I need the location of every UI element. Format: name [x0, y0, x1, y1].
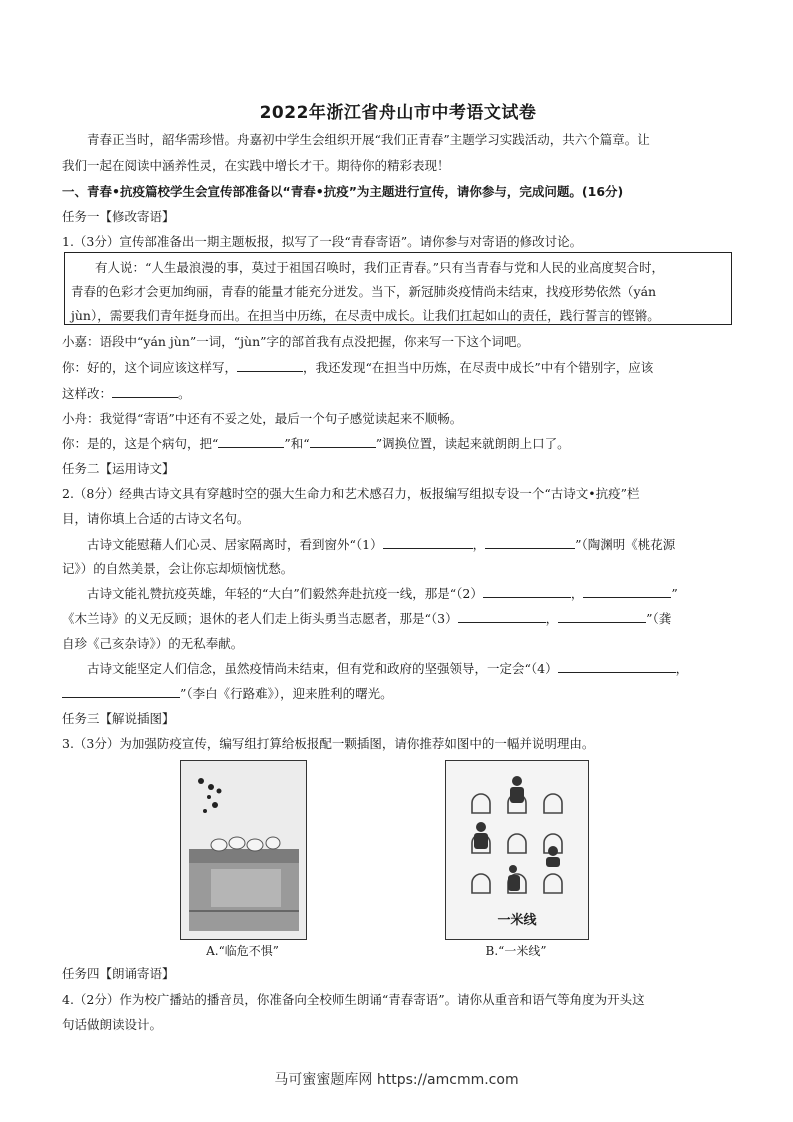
task2-heading: 任务二【运用诗文】 — [62, 461, 175, 476]
poem-blank-4a[interactable] — [558, 658, 676, 673]
question-2-line-2: 目，请你填上合适的古诗文名句。 — [62, 511, 250, 526]
dialogue-xiaojia: 小嘉：语段中“yán jùn”一词，“jùn”字的部首我有点没把握，你来写一下这个词吧。 — [62, 334, 530, 349]
poem-text: 古诗文能坚定人们信念，虽然疫情尚未结束，但有党和政府的坚强领导，一定会“（4） — [87, 661, 558, 676]
poem-paragraph-2-end: 自珍《己亥杂诗》）的无私奉献。 — [62, 636, 244, 651]
poem-blank-2b[interactable] — [583, 583, 671, 598]
poem-paragraph-3 — [62, 657, 734, 681]
figure-a-drawing — [181, 761, 306, 939]
poem-text: ， — [675, 661, 689, 676]
figure-b-label: 一米线 — [497, 913, 537, 928]
poem-text: ”（陶渊明《桃花源 — [575, 537, 676, 552]
poem-text: ” — [671, 586, 678, 601]
box-line-1: 有人说：“人生最浪漫的事，莫过于祖国召唤时，我们正青春。”只有当青春与党和人民的业高度契合时， — [95, 260, 665, 275]
poem-text: ”（龚 — [646, 611, 672, 626]
dialogue-text: 这样改： — [62, 386, 113, 401]
poem-blank-1a[interactable] — [383, 534, 473, 549]
dialogue-text: 你：是的，这是个病句，把“ — [62, 436, 219, 451]
intro-line-1: 青春正当时，韶华需珍惜。舟嘉初中学生会组织开展“我们正青春”主题学习实践活动，共六个篇章。让 — [87, 132, 650, 147]
poem-paragraph-1 — [62, 533, 734, 557]
figure-a-illustration — [180, 760, 307, 940]
poem-text: 古诗文能礼赞抗疫英雄，年轻的“大白”们毅然奔赴抗疫一线，那是“（2） — [87, 586, 483, 601]
poem-text: ， — [570, 586, 584, 601]
figure-b-illustration — [445, 760, 589, 940]
figure-a-caption: A.“临危不惧” — [206, 944, 279, 958]
poem-text: ， — [472, 537, 486, 552]
poem-blank-3a[interactable] — [458, 608, 546, 623]
dialogue-text: 你：好的，这个词应该这样写， — [62, 360, 238, 375]
poem-blank-2a[interactable] — [483, 583, 571, 598]
question-1: 1.（3分）宣传部准备出一期主题板报，拟写了一段“青春寄语”。请你参与对寄语的修改讨论。 — [62, 234, 583, 249]
poem-paragraph-2 — [62, 582, 734, 606]
poem-text: 古诗文能慰藉人们心灵、居家隔离时，看到窗外“（1） — [87, 537, 383, 552]
question-2-line-1: 2.（8分）经典古诗文具有穿越时空的强大生命力和艺术感召力，板报编写组拟专设一个“古诗文•抗疫”栏 — [62, 486, 640, 501]
poem-paragraph-3-cont — [62, 682, 734, 706]
dialogue-text: ”调换位置，读起来就朗朗上口了。 — [375, 436, 570, 451]
answer-blank-typo[interactable] — [112, 383, 178, 398]
task4-heading: 任务四【朗诵寄语】 — [62, 966, 175, 981]
dialogue-text: 。 — [178, 386, 191, 401]
box-line-3: jùn），需要我们青年挺身而出。在担当中历练，在尽责中成长。让我们扛起如山的责任，践行誓言的铿锵。 — [71, 308, 660, 323]
task1-heading: 任务一【修改寄语】 — [62, 209, 175, 224]
box-line-2: 青春的色彩才会更加绚丽，青春的能量才能充分迸发。当下，新冠肺炎疫情尚未结束，找疫形势依然（yán — [71, 284, 657, 299]
question-4-line-2: 句话做朗读设计。 — [62, 1017, 163, 1032]
dialogue-you-1 — [62, 356, 734, 380]
section-heading: 一、青春•抗疫篇校学生会宣传部准备以“青春•抗疫”为主题进行宣传，请你参与，完成问题。(16分) — [62, 184, 624, 199]
dialogue-text: ，我还发现“在担当中历炼，在尽责中成长”中有个错别字，应该 — [303, 360, 654, 375]
poem-text: ”（李白《行路难》），迎来胜利的曙光。 — [180, 686, 393, 701]
footer-watermark: 马可蜜蜜题库网 https://amcmm.com — [274, 1072, 519, 1088]
question-4-line-1: 4.（2分）作为校广播站的播音员，你准备向全校师生朗诵“青春寄语”。请你从重音和语气等角度为开头这 — [62, 992, 645, 1007]
dialogue-text: ”和“ — [284, 436, 310, 451]
poem-text: ， — [545, 611, 559, 626]
poem-paragraph-2-cont — [62, 607, 734, 631]
dialogue-you-2 — [62, 432, 734, 456]
answer-blank-swap-1[interactable] — [218, 433, 284, 448]
answer-blank-swap-2[interactable] — [310, 433, 376, 448]
poem-blank-1b[interactable] — [485, 534, 575, 549]
poem-blank-4b[interactable] — [62, 683, 180, 698]
dialogue-you-1-cont — [62, 382, 734, 406]
poem-text: 《木兰诗》的义无反顾；退休的老人们走上街头勇当志愿者，那是“（3） — [62, 611, 458, 626]
task3-heading: 任务三【解说插图】 — [62, 711, 175, 726]
dialogue-xiaozhou: 小舟：我觉得“寄语”中还有不妥之处，最后一个句子感觉读起来不顺畅。 — [62, 411, 463, 426]
poem-paragraph-1-cont: 记》）的自然美景，会让你忘却烦恼忧愁。 — [62, 561, 294, 576]
answer-blank-word[interactable] — [237, 357, 303, 372]
question-3: 3.（3分）为加强防疫宣传，编写组打算给板报配一颗插图，请你推荐如图中的一幅并说明理由。 — [62, 736, 595, 751]
page-title: 2022年浙江省舟山市中考语文试卷 — [259, 103, 537, 123]
message-box — [64, 252, 732, 325]
poem-blank-3b[interactable] — [558, 608, 646, 623]
intro-line-2: 我们一起在阅读中涵养性灵，在实践中增长才干。期待你的精彩表现！ — [62, 158, 450, 173]
figure-b-caption: B.“一米线” — [485, 944, 547, 958]
